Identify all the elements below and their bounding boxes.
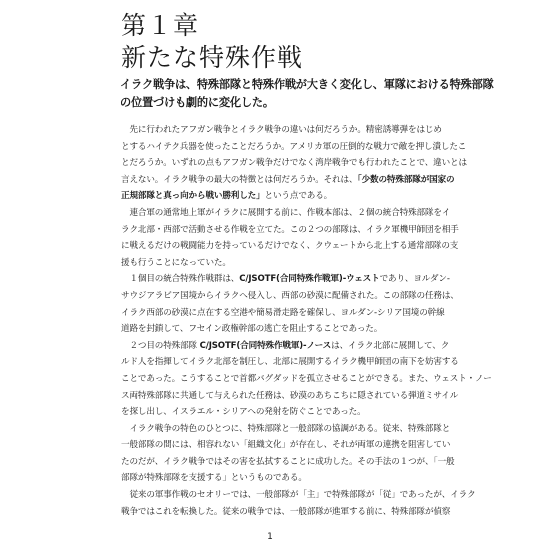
body-line <box>121 454 455 471</box>
text-run: イラク戦争の特色のひとつに、特殊部隊と一般部隊の協調がある。従来、特殊部隊と <box>121 423 451 434</box>
body-line <box>121 338 451 355</box>
chapter-lead <box>120 76 494 112</box>
text-run: であり、ヨルダン- <box>379 274 450 285</box>
body-line <box>121 388 459 405</box>
body-line <box>121 504 451 521</box>
body-line <box>121 470 451 487</box>
body-line <box>121 487 476 504</box>
text-run: 部隊が特殊部隊を支援する」というものである。 <box>121 473 307 484</box>
text-run: イラク西部の砂漠に点在する空港や簡易滑走路を確保し、ヨルダン-シリア国境の幹線 <box>121 307 445 318</box>
body-line <box>121 205 451 222</box>
text-run: １個目の統合特殊作戦群は、 <box>121 274 240 285</box>
text-run: ルド人を指揮してイラク北部を制圧し、北部に展開するイラク機甲師団の南下を妨害する <box>121 357 459 368</box>
body-line <box>121 404 451 421</box>
text-run: は、イラク北部に展開して、ク <box>331 340 450 351</box>
text-run: たのだが、イラク戦争ではその害を払拭することに成功した。その手法の１つが、「一般 <box>121 456 455 467</box>
chapter-number: 第１章 <box>121 11 200 40</box>
text-run: に戦えるだけの戦闘能力を持っているだけでなく、クウェートから北上する通常部隊の支 <box>121 241 459 252</box>
text-run: ス両特殊部隊に共通して与えられた任務は、砂漠のあちこちに隠されている弾道ミサイル <box>121 390 459 401</box>
text-run: という点である。 <box>264 191 333 202</box>
lead-line: の位置づけも劇的に変化した。 <box>120 96 274 109</box>
text-run: 先に行われたアフガン戦争とイラク戦争の違いは何だろうか。精密誘導弾をはじめ <box>121 125 442 135</box>
text-run: ２つ目の特殊部隊 <box>121 340 200 351</box>
emphasis-text: 正規部隊と真っ向から戦い勝利した」 <box>121 191 265 202</box>
body-line <box>121 371 492 388</box>
body-line <box>121 421 451 438</box>
text-run: 連合軍の通常地上軍がイラクに展開する前に、作戦本部は、２個の統合特殊部隊をイ <box>121 207 451 218</box>
body-line <box>121 354 459 371</box>
body-line <box>121 139 467 156</box>
body-line <box>121 288 459 305</box>
text-run: 戦争ではこれを転換した。従来の戦争では、一般部隊が進軍する前に、特殊部隊が偵察 <box>121 506 451 517</box>
body-line <box>121 437 451 454</box>
body-line <box>121 255 451 272</box>
text-run: サウジアラビア国境からイラクへ侵入し、西部の砂漠に配備された。この部隊の任務は、 <box>121 290 459 301</box>
text-run: 言えない。イラク戦争の最大の特徴とは何だろうか。それは、 <box>121 174 358 185</box>
emphasis-text: 「少数の特殊部隊が国家の <box>357 174 455 185</box>
text-run: 従来の軍事作戦のセオリーでは、一般部隊が「主」で特殊部隊が「従」であったが、イラク <box>121 490 476 501</box>
emphasis-text: C/JSOTF(合同特殊作戦軍)-ウェスト <box>239 274 380 285</box>
text-run: ことであった。こうすることで首都バグダッドを孤立させることができる。また、ウェスト・ノー <box>121 373 492 384</box>
text-run: とだろうか。いずれの点もアフガン戦争だけでなく湾岸戦争でも行われたことで、違いとは <box>121 158 467 169</box>
body-line <box>121 172 455 189</box>
text-run: を探し出し、イスラエル・シリアへの発射を防ぐことであった。 <box>121 407 366 418</box>
page-number: 1 <box>267 532 273 542</box>
body-line <box>121 155 467 172</box>
text-run: 道路を封鎖して、フセイン政権幹部の逃亡を阻止することであった。 <box>121 324 383 335</box>
chapter-title: 新たな特殊作戦 <box>121 43 304 72</box>
body-line <box>121 271 451 288</box>
body-line <box>121 321 451 338</box>
text-run: とするハイテク兵器を使ったことだろうか。アメリカ軍の圧倒的な戦力で敵を押し潰したこ <box>121 141 467 152</box>
body-line <box>121 238 459 255</box>
text-run: 一般部隊の間には、相容れない「組織文化」が存在し、それが両軍の連携を阻害してい <box>121 440 451 451</box>
body-line <box>121 222 459 239</box>
body-line <box>121 305 451 322</box>
lead-line: イラク戦争は、特殊部隊と特殊作戦が大きく変化し、軍隊における特殊部隊 <box>120 78 494 91</box>
text-run: 援も行うことになっていた。 <box>121 257 231 268</box>
body-line <box>121 122 451 139</box>
text-run: ラク北部・西部で活動させる作戦を立てた。この２つの部隊は、イラク軍機甲師団を相手 <box>121 224 459 235</box>
body-text <box>121 122 492 520</box>
emphasis-text: C/JSOTF(合同特殊作戦軍)-ノース <box>199 340 332 351</box>
body-line <box>121 188 451 205</box>
